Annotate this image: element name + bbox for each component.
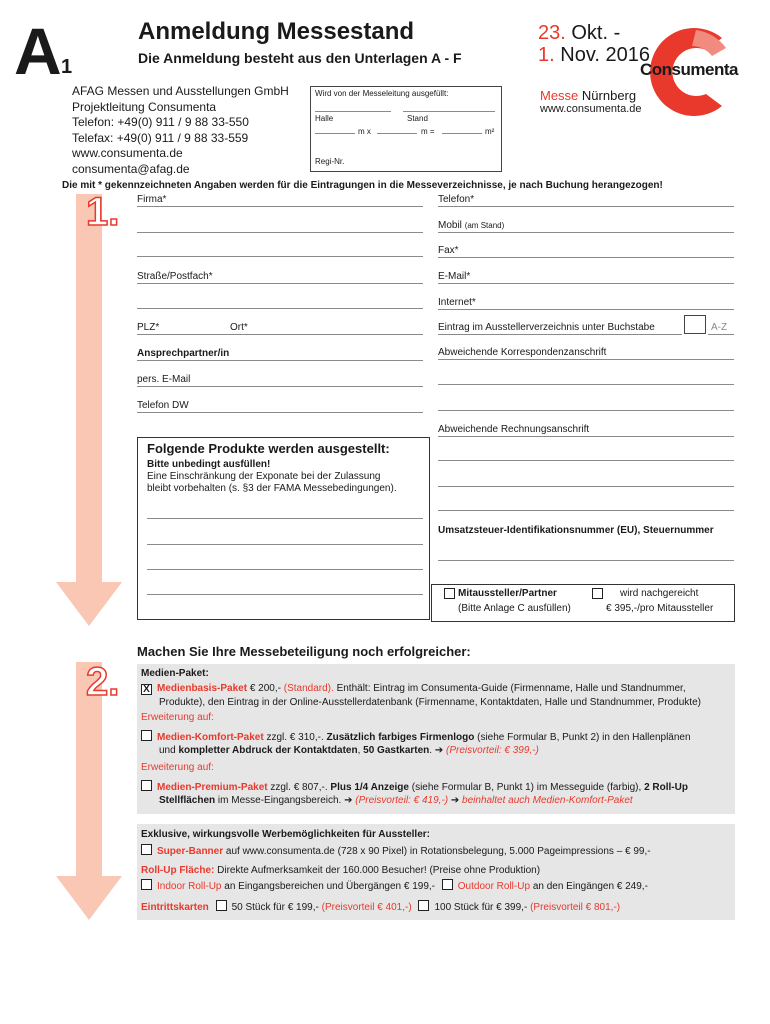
pers-email-label: pers. E-Mail (137, 374, 191, 385)
form-letter: A (14, 14, 60, 88)
event-date (538, 22, 650, 66)
nachgereicht-checkbox[interactable] (592, 588, 603, 599)
section2-number: 2. (86, 660, 120, 704)
products-box (137, 437, 430, 620)
internet-field[interactable] (438, 309, 734, 310)
komfort-line2a: und (159, 745, 176, 756)
anlage-c-note: (Bitte Anlage C ausfüllen) (458, 603, 571, 614)
eintritt-50-checkbox[interactable] (216, 900, 227, 911)
organizer-line: Telefon: +49(0) 911 / 9 88 33-550 (72, 115, 249, 130)
logo-name: Consumenta (640, 60, 738, 79)
komfort-text: (siehe Formular B, Punkt 2) in den Hallenplänen (477, 732, 691, 743)
ort-label: Ort* (230, 322, 248, 333)
rollup-name: Roll-Up Fläche: (141, 865, 215, 876)
premium-text: (siehe Formular B, Punkt 1) im Messeguide (farbig), (411, 782, 642, 793)
eintrag-letter-input[interactable] (684, 315, 706, 334)
office-box-title: Wird von der Messeleitung ausgefüllt: (315, 89, 449, 98)
office-halle-label: Halle (315, 114, 334, 123)
arrow-right-icon: ➔ (344, 795, 353, 806)
telefon-label: Telefon* (438, 194, 475, 205)
date-start-num: 23. (538, 22, 566, 44)
ansprech-field[interactable] (137, 360, 423, 361)
indoor-rollup-text: an Eingangsbereichen und Übergängen € 199,- (224, 881, 435, 892)
komfort-line2b: kompletter Abdruck der Kontaktdaten (178, 745, 358, 756)
logo-website: www.consumenta.de (540, 103, 642, 115)
premium-bold-1: Plus 1/4 Anzeige (330, 782, 409, 793)
banner-text: auf www.consumenta.de (728 x 90 Pixel) in Rotationsbelegung, 5.000 Pageimpressions – € 99,- (225, 846, 651, 857)
banner-row (141, 844, 651, 859)
komfort-price: zzgl. € 310,-. (266, 732, 324, 743)
premium-bold-3: Stellflächen (159, 795, 216, 806)
fax-field[interactable] (438, 257, 734, 258)
medienbasis-name: Medienbasis-Paket (157, 683, 248, 694)
eintritt-50-vorteil: (Preisvorteil € 401,-) (321, 902, 412, 913)
abw-rech-field-4[interactable] (438, 510, 734, 511)
premium-checkbox[interactable] (141, 780, 152, 791)
medienbasis-row (141, 682, 731, 696)
arrow-right-icon: ➔ (434, 745, 444, 756)
office-meq-label: m = (421, 127, 435, 136)
products-required: Bitte unbedingt ausfüllen! (147, 459, 271, 470)
outdoor-rollup-text: an den Eingängen € 249,- (532, 881, 648, 892)
ust-label: Umsatzsteuer-Identifikationsnummer (EU), Steuernummer (438, 525, 714, 536)
rollup-text: Direkte Aufmerksamkeit der 160.000 Besucher! (Preise ohne Produktion) (217, 865, 541, 876)
organizer-line: Telefax: +49(0) 911 / 9 88 33-559 (72, 130, 249, 145)
arrow-right-icon: ➔ (450, 795, 460, 806)
rollup-row (141, 864, 540, 878)
section1-number: 1. (86, 190, 120, 234)
firma-field[interactable] (137, 206, 423, 207)
organizer-line: Projektleitung Consumenta (72, 99, 217, 114)
banner-checkbox[interactable] (141, 844, 152, 855)
mobil-note: (am Stand) (464, 221, 505, 230)
products-field-1[interactable] (147, 518, 423, 519)
medienbasis-checkbox[interactable]: X (141, 684, 152, 695)
products-note-2: bleibt vorbehalten (s. §3 der FAMA Messebedingungen). (147, 483, 397, 494)
komfort-checkbox[interactable] (141, 730, 152, 741)
premium-includes: beinhaltet auch Medien-Komfort-Paket (462, 795, 633, 806)
abw-rech-field-2[interactable] (438, 460, 734, 461)
medien-paket-label: Medien-Paket: (141, 668, 209, 679)
rollup-options-row (141, 879, 648, 894)
eintrag-label: Eintrag im Ausstellerverzeichnis unter Buchstabe (438, 322, 655, 333)
komfort-line2e: . (429, 745, 433, 756)
firma-field-3[interactable] (137, 256, 423, 257)
plz-ort-field[interactable] (137, 334, 423, 335)
erweiterung-label-1: Erweiterung auf: (141, 712, 214, 723)
premium-vorteil: (Preisvorteil: € 419,-) (355, 795, 449, 806)
logo-city-name: Nürnberg (581, 88, 637, 103)
eintritt-100-vorteil: (Preisvorteil € 801,-) (530, 902, 621, 913)
section2-heading: Machen Sie Ihre Messebeteiligung noch erfolgreicher: (137, 644, 471, 659)
komfort-bold: Zusätzlich farbiges Firmenlogo (326, 732, 475, 743)
komfort-row (141, 730, 691, 745)
email-field[interactable] (438, 283, 734, 284)
office-regi-label: Regi-Nr. (315, 157, 345, 166)
komfort-line2c: , (357, 745, 361, 756)
komfort-vorteil: (Preisvorteil: € 399,-) (446, 745, 539, 756)
eintritt-50: 50 Stück für € 199,- (231, 902, 319, 913)
products-field-4[interactable] (147, 594, 423, 595)
strasse-field-2[interactable] (137, 308, 423, 309)
eintritt-name: Eintrittskarten (141, 902, 209, 913)
products-field-3[interactable] (147, 569, 423, 570)
abw-korr-field-2[interactable] (438, 384, 734, 385)
section1-arrow-icon (56, 194, 122, 626)
pers-email-field[interactable] (137, 386, 423, 387)
premium-price: zzgl. € 807,-. (270, 782, 328, 793)
strasse-field[interactable] (137, 283, 423, 284)
erweiterung-label-2: Erweiterung auf: (141, 762, 214, 773)
telefon-dw-label: Telefon DW (137, 400, 189, 411)
page-title: Anmeldung Messestand (138, 18, 415, 45)
komfort-row-2 (159, 744, 539, 758)
organizer-line: consumenta@afag.de (72, 161, 190, 176)
mobil-field[interactable] (438, 232, 734, 233)
medienbasis-standard: (Standard). (283, 683, 334, 694)
products-field-2[interactable] (147, 544, 423, 545)
medienbasis-text-1: Enthält: Eintrag im Consumenta-Guide (Firmenname, Halle und Standnummer, (336, 683, 686, 694)
date-end-num: 1. (538, 44, 555, 66)
date-start-text: Okt. - (571, 22, 621, 44)
mitaussteller-checkbox[interactable] (444, 588, 455, 599)
logo-city (540, 88, 636, 103)
premium-text-2: im Messe-Eingangsbereich. (217, 795, 342, 806)
az-hint: A-Z (711, 322, 728, 333)
abw-korr-label: Abweichende Korrespondenzanschrift (438, 347, 607, 358)
mandatory-notice: Die mit * gekennzeichneten Angaben werden für die Eintragungen in die Messeverzeichnisse, je nach Buchung herangezogen! (62, 180, 663, 191)
office-m2-label: m² (485, 127, 495, 136)
office-mx-label: m x (358, 127, 371, 136)
premium-name: Medien-Premium-Paket (157, 782, 268, 793)
ust-field[interactable] (438, 560, 734, 561)
fax-label: Fax* (438, 245, 459, 256)
mitaussteller-box (431, 584, 735, 622)
premium-row-2 (159, 794, 633, 808)
office-use-box (310, 86, 502, 172)
plz-label: PLZ* (137, 322, 160, 333)
products-title: Folgende Produkte werden ausgestellt: (147, 441, 390, 456)
telefon-dw-field[interactable] (137, 412, 423, 413)
mitaussteller-label: Mitaussteller/Partner (458, 588, 557, 599)
form-id-badge (14, 14, 132, 88)
outdoor-rollup-checkbox[interactable] (442, 879, 453, 890)
premium-bold-2: 2 Roll-Up (644, 782, 688, 793)
exklusiv-label: Exklusive, wirkungsvolle Werbemöglichkeiten für Aussteller: (141, 829, 430, 840)
abw-korr-field-3[interactable] (438, 410, 734, 411)
telefon-field[interactable] (438, 206, 734, 207)
abw-rech-label: Abweichende Rechnungsanschrift (438, 424, 590, 435)
abw-rech-field-3[interactable] (438, 486, 734, 487)
firma-field-2[interactable] (137, 232, 423, 233)
strasse-label: Straße/Postfach* (137, 271, 213, 282)
logo-city-prefix: Messe (540, 88, 579, 103)
indoor-rollup-checkbox[interactable] (141, 879, 152, 890)
eintritt-100: 100 Stück für € 399,- (434, 902, 528, 913)
products-note-1: Eine Einschränkung der Exponate bei der Zulassung (147, 471, 381, 482)
form-number: 1 (61, 56, 73, 78)
komfort-line2d: 50 Gastkarten (363, 745, 430, 756)
abw-rech-field[interactable] (438, 436, 734, 437)
banner-name: Super-Banner (157, 846, 224, 857)
nachgereicht-label: wird nachgereicht (620, 588, 699, 599)
organizer-line: www.consumenta.de (72, 146, 183, 161)
eintritt-100-checkbox[interactable] (418, 900, 429, 911)
email-label: E-Mail* (438, 271, 471, 282)
medienbasis-price: € 200,- (249, 683, 281, 694)
date-end-text: Nov. 2016 (560, 44, 650, 66)
office-stand-label: Stand (407, 114, 428, 123)
ansprech-label: Ansprechpartner/in (137, 348, 230, 359)
premium-row (141, 780, 688, 795)
firma-label: Firma* (137, 194, 167, 205)
mitaussteller-price: € 395,-/pro Mitaussteller (606, 603, 714, 614)
medienbasis-text-2: Produkte), den Eintrag in der Online-Ausstellerdatenbank (Firmenname, Kontaktdaten, Halle und Standnummer, Produkte) (159, 697, 701, 708)
indoor-rollup-name: Indoor Roll-Up (157, 881, 222, 892)
page-subtitle: Die Anmeldung besteht aus den Unterlagen A - F (138, 50, 462, 66)
organizer-address (72, 84, 289, 178)
komfort-name: Medien-Komfort-Paket (157, 732, 264, 743)
abw-korr-field[interactable] (438, 359, 734, 360)
eintritt-row (141, 900, 620, 915)
mobil-label-text: Mobil (438, 220, 462, 231)
internet-label: Internet* (438, 297, 476, 308)
organizer-line: AFAG Messen und Ausstellungen GmbH (72, 84, 289, 98)
outdoor-rollup-name: Outdoor Roll-Up (457, 881, 531, 892)
mobil-label (438, 220, 504, 231)
